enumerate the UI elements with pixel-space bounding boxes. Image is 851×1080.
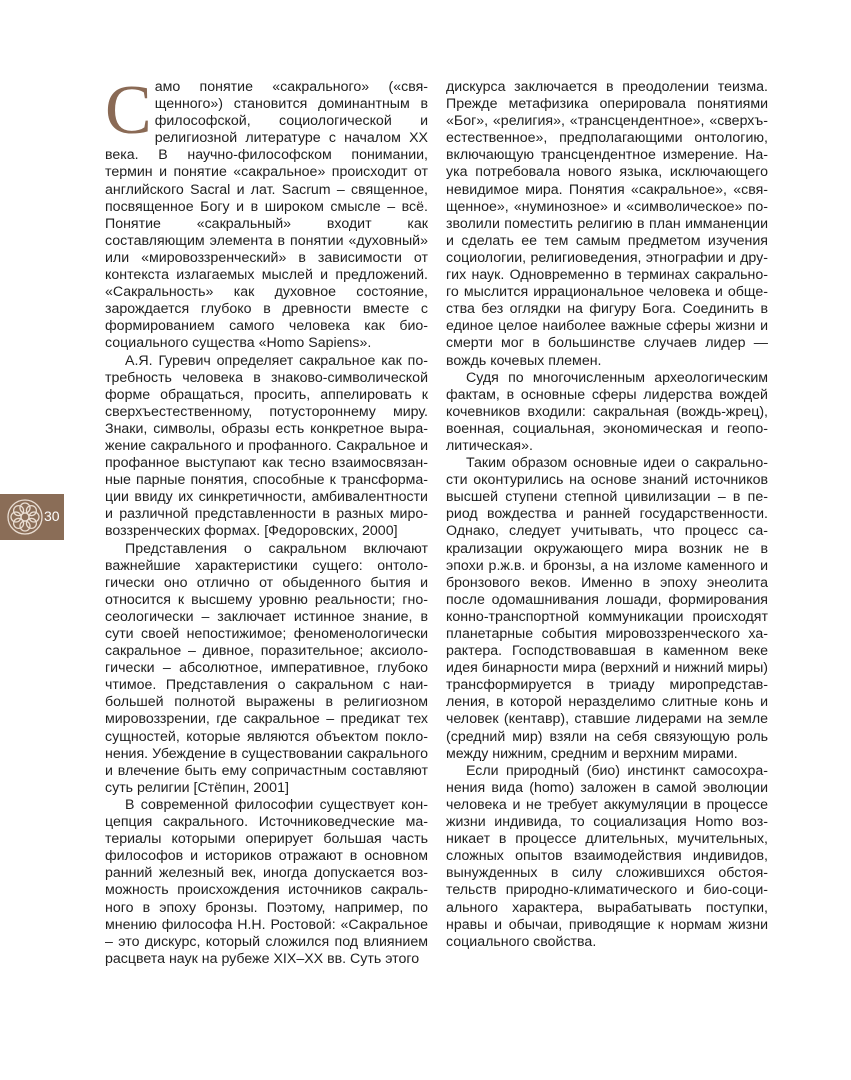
drop-cap: С <box>105 72 152 149</box>
paragraph-4: В современной философии существует концепция сакрального. Источниковедческие материалы которыми оперирует большая часть философов и историков отражают в основном ранний железный век, иногда допускается возможность происхождения источников сакрального в эпоху бронзы. Поэтому, например, по мнению философа Н.Н. Ростовой: «Сакральное – это дискурс, который сложился под влиянием расцвета наук на рубеже XIX–XX вв. Суть этого <box>105 796 428 967</box>
paragraph-6: Судя по многочисленным археологическим фактам, в основные сферы лидерства вождей кочевников входили: сакральная (вождь-жрец), военная, социальная, экономическая и геополитическая». <box>446 369 768 454</box>
paragraph-7: Таким образом основные идеи о сакральности оконтурились на основе знаний источников высшей ступени степной цивилизации – в период вождества и ранней государственности. Однако, следует учитывать, что процесс сакрализации окружающего мира возник не в эпохи р.ж.в. и бронзы, а на изломе каменного и бронзового веков. Именно в эпоху энеолита после одомашнивания лошади, формирования конно-транспортной коммуникации происходят планетарные события мировоззренческого характера. Господствовавшая в каменном веке идея бинарности мира (верхний и нижний миры) трансформируется в триаду миропредставления, в которой неразделимо слитные конь и человек (кентавр), ставшие лидерами на земле (средний мир) взяли на себя связующую роль между нижним, средним и верхним мирами. <box>446 455 768 762</box>
left-column <box>105 72 428 968</box>
page-number: 30 <box>44 508 60 524</box>
paragraph-1-text: амо понятие «сакрального» («священного») становится доминантным в философской, социологической и религиозной литературе с началом XX века. В научно-философском понимании, термин и понятие «сакральное» происходит от английского Sacral и лат. Sacrum – священное, посвященное Богу и в широком смысле – всё. Понятие «сакральный» входит как составляющим элемента в понятии «духовный» или «мировоззренческий» в зависимости от контекста излагаемых мыслей и предложений. «Сакральность» как духовное состояние, зарождается глубоко в древности вместе с формированием самого человека как био-социального существа «Homo Sapiens». <box>105 79 428 352</box>
right-column <box>446 79 768 951</box>
page-number-tab <box>0 494 64 540</box>
paragraph-5: дискурса заключается в преодолении теизма. Прежде метафизика оперировала понятиями «Бог», «религия», «трансцендентное», «сверхъестественное», предполагающими онтологию, включающую трансцендентное измерение. Наука потребовала нового языка, исключающего невидимое мира. Понятия «сакральное», «священное», «нуминозное» и «символическое» позволили поместить религию в план имманенции и сделать ее тем самым предметом изучения социологии, религиоведения, этнографии и других наук. Одновременно в терминах сакрального мыслится иррациональное человека и общества без оглядки на фигуру Бога. Соединить в единое целое наиболее важные сферы жизни и смерти мог в большинстве случаев лидер — вождь кочевых племен. <box>446 79 768 369</box>
paragraph-1 <box>105 72 428 353</box>
paragraph-2: А.Я. Гуревич определяет сакральное как потребность человека в знаково-символической форме обращаться, просить, аппелировать к сверхъестественному, потустороннему миру. Знаки, символы, образы есть конкретное выражение сакрального и профанного. Сакральное и профанное выступают как тесно взаимосвязанные парные понятия, способные к трансформации ввиду их синкретичности, амбивалентности и различной представленности в разных мировоззренческих формах. [Федоровских, 2000] <box>105 352 428 540</box>
paragraph-3: Представления о сакральном включают важнейшие характеристики сущего: онтологически оно отлично от обыденного бытия и относится к высшему уровню реальности; гносеологически – заключает истинное знание, в сути своей непостижимое; феноменологически сакральное – дивное, поразительное; аксиологически – абсолютное, императивное, глубоко чтимое. Представления о сакральном с наибольшей полнотой выражены в религиозном мировоззрении, где сакральное – предикат тех сущностей, которые являются объектом поклонения. Убеждение в существовании сакрального и влечение быть ему сопричастным составляют суть религии [Стёпин, 2001] <box>105 540 428 796</box>
paragraph-8: Если природный (био) инстинкт самосохранения вида (homo) заложен в самой эволюции человека и не требует аккумуляции в процессе жизни индивида, то социализация Homo возникает в процессе длительных, мучительных, сложных опытов взаимодействия индивидов, вынужденных в силу сложившихся обстоятельств природно-климатического и био-социального характера, вырабатывать поступки, нравы и обычаи, приводящие к нормам жизни социального свойства. <box>446 762 768 950</box>
ornament-icon <box>4 496 46 538</box>
